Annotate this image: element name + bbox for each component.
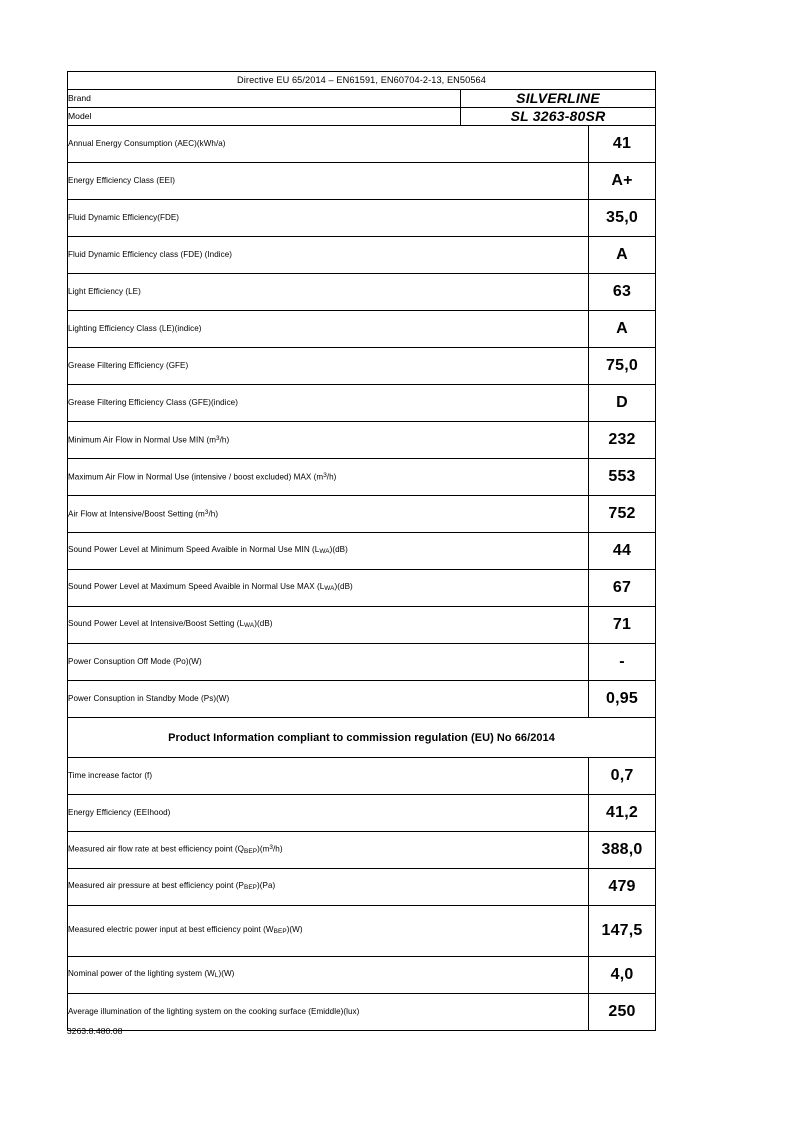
row-value: 232 bbox=[589, 422, 656, 459]
table-row bbox=[68, 795, 656, 832]
row-value: 63 bbox=[589, 274, 656, 311]
table-row bbox=[68, 957, 656, 994]
row-value: D bbox=[589, 385, 656, 422]
row-label: Annual Energy Consumption (AEC)(kWh/a) bbox=[68, 126, 589, 163]
row-label: Power Consuption Off Mode (Po)(W) bbox=[68, 644, 589, 681]
row-label: Power Consuption in Standby Mode (Ps)(W) bbox=[68, 681, 589, 718]
row-value: 44 bbox=[589, 533, 656, 570]
table-row bbox=[68, 496, 656, 533]
row-value: 41,2 bbox=[589, 795, 656, 832]
row-value: 250 bbox=[589, 994, 656, 1031]
table-row bbox=[68, 274, 656, 311]
row-value: 479 bbox=[589, 869, 656, 906]
row-value: 4,0 bbox=[589, 957, 656, 994]
table-row bbox=[68, 681, 656, 718]
row-label: Measured electric power input at best efficiency point (WBEP)(W) bbox=[68, 906, 589, 957]
row-label: Grease Filtering Efficiency (GFE) bbox=[68, 348, 589, 385]
table-row bbox=[68, 644, 656, 681]
row-value: 75,0 bbox=[589, 348, 656, 385]
brand-label: Brand bbox=[68, 90, 461, 108]
table-row bbox=[68, 906, 656, 957]
table-row bbox=[68, 422, 656, 459]
model-value: SL 3263-80SR bbox=[461, 108, 656, 126]
row-value: 67 bbox=[589, 570, 656, 607]
row-value: 0,95 bbox=[589, 681, 656, 718]
row-label: Air Flow at Intensive/Boost Setting $(m^3/h)$ bbox=[68, 496, 589, 533]
row-label: Energy Efficiency Class (EEI) bbox=[68, 163, 589, 200]
row-label: Fluid Dynamic Efficiency(FDE) bbox=[68, 200, 589, 237]
table-row bbox=[68, 758, 656, 795]
row-label: Lighting Efficiency Class (LE)(indice) bbox=[68, 311, 589, 348]
row-label: Sound Power Level at Minimum Speed Avaible in Normal Use MIN (LWA)(dB) bbox=[68, 533, 589, 570]
table-row bbox=[68, 869, 656, 906]
row-value: A bbox=[589, 237, 656, 274]
row-label: Fluid Dynamic Efficiency class (FDE) (Indice) bbox=[68, 237, 589, 274]
section-header-row bbox=[68, 718, 656, 758]
row-label: Nominal power of the lighting system (WL)(W) bbox=[68, 957, 589, 994]
footer-document-code: 3263.8.480.08 bbox=[67, 1026, 123, 1036]
table-row bbox=[68, 237, 656, 274]
table-row bbox=[68, 311, 656, 348]
row-label: Time increase factor (f) bbox=[68, 758, 589, 795]
row-value: 752 bbox=[589, 496, 656, 533]
row-value: A bbox=[589, 311, 656, 348]
row-label: Maximum Air Flow in Normal Use (intensive / boost excluded) MAX $(m^3/h)$ bbox=[68, 459, 589, 496]
row-value: A+ bbox=[589, 163, 656, 200]
row-value: 35,0 bbox=[589, 200, 656, 237]
row-value: 553 bbox=[589, 459, 656, 496]
row-value: 388,0 bbox=[589, 832, 656, 869]
product-fiche-table bbox=[67, 71, 656, 1031]
table-row bbox=[68, 385, 656, 422]
brand-row bbox=[68, 90, 656, 108]
row-value: - bbox=[589, 644, 656, 681]
row-label: Light Efficiency (LE) bbox=[68, 274, 589, 311]
model-label: Model bbox=[68, 108, 461, 126]
row-label: Energy Efficiency (EEIhood) bbox=[68, 795, 589, 832]
row-value: 0,7 bbox=[589, 758, 656, 795]
row-value: 71 bbox=[589, 607, 656, 644]
table-row bbox=[68, 348, 656, 385]
table-row bbox=[68, 126, 656, 163]
model-row bbox=[68, 108, 656, 126]
table-row bbox=[68, 570, 656, 607]
table-row bbox=[68, 533, 656, 570]
brand-value: SILVERLINE bbox=[461, 90, 656, 108]
table-row bbox=[68, 163, 656, 200]
row-label: Grease Filtering Efficiency Class (GFE)(indice) bbox=[68, 385, 589, 422]
row-value: 41 bbox=[589, 126, 656, 163]
table-row bbox=[68, 200, 656, 237]
row-label: Minimum Air Flow in Normal Use MIN $(m^3/h)$ bbox=[68, 422, 589, 459]
directive-header-row bbox=[68, 72, 656, 90]
row-value: 147,5 bbox=[589, 906, 656, 957]
section-header-66-2014: Product Information compliant to commission regulation (EU) No 66/2014 bbox=[68, 718, 656, 758]
row-label: Average illumination of the lighting system on the cooking surface (Emiddle)(lux) bbox=[68, 994, 589, 1031]
table-row bbox=[68, 832, 656, 869]
table-row bbox=[68, 994, 656, 1031]
row-label: Sound Power Level at Maximum Speed Avaible in Normal Use MAX (LWA)(dB) bbox=[68, 570, 589, 607]
fiche-body bbox=[68, 72, 656, 1031]
directive-header: Directive EU 65/2014 – EN61591, EN60704-2-13, EN50564 bbox=[68, 72, 656, 90]
row-label: Measured air pressure at best efficiency point (PBEP)(Pa) bbox=[68, 869, 589, 906]
table-row bbox=[68, 607, 656, 644]
row-label: Sound Power Level at Intensive/Boost Setting (LWA)(dB) bbox=[68, 607, 589, 644]
row-label: Measured air flow rate at best efficiency point $(QBEP)(m^3/h)$ bbox=[68, 832, 589, 869]
table-row bbox=[68, 459, 656, 496]
